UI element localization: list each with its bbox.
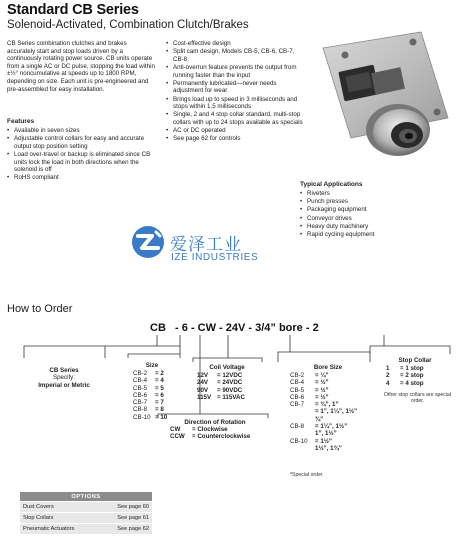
feature-item: • Load over-travel or backup is eliminated since CB units lock the load in both directions when the solenoid is off bbox=[7, 151, 155, 174]
stop-code: 2 bbox=[386, 372, 390, 380]
cb-series-specify: Specify: bbox=[52, 374, 75, 382]
bore-model: CB-8 bbox=[290, 423, 305, 431]
bore-value: 1½”, 1¾” bbox=[315, 444, 342, 452]
direction-value: = Clockwise bbox=[192, 426, 228, 433]
direction-row bbox=[170, 426, 280, 433]
bore-value: = ½” bbox=[315, 393, 329, 401]
coil-row bbox=[197, 379, 267, 386]
bore-row bbox=[290, 372, 370, 379]
size-code: = 5 bbox=[155, 384, 164, 392]
feature-item: • AC or DC operated bbox=[166, 127, 306, 135]
size-code: = 8 bbox=[155, 406, 164, 414]
cb-series-heading: CB Series bbox=[49, 367, 79, 374]
coil-row bbox=[197, 372, 267, 379]
feature-item: • Permanently lubricated—never needs adjustment for wear bbox=[166, 80, 306, 95]
features-heading: Features bbox=[7, 118, 35, 125]
bore-model bbox=[290, 445, 315, 452]
bore-value: = ¼” bbox=[315, 372, 329, 379]
direction-value: = Counterclockwise bbox=[192, 433, 251, 441]
watermark-chinese: 爱泽工业 bbox=[170, 235, 242, 254]
feature-item: • Adjustable control collars for easy and accurate output stop position setting bbox=[7, 135, 155, 150]
bore-model: CB-7 bbox=[290, 401, 305, 409]
coil-voltage-heading: Coil Voltage bbox=[209, 364, 245, 371]
bore-row bbox=[290, 416, 370, 423]
coil-voltage-list bbox=[197, 372, 267, 401]
application-item: • Conveyor drives bbox=[300, 215, 450, 223]
bore-value: = ½” bbox=[315, 386, 329, 394]
size-code: = 10 bbox=[155, 413, 168, 421]
stop-collar-note: Other stop collars are special order. bbox=[383, 392, 452, 405]
options-heading: OPTIONS bbox=[20, 492, 152, 502]
product-photo bbox=[303, 30, 453, 175]
coil-code: 115V bbox=[197, 393, 212, 401]
size-row bbox=[133, 392, 183, 399]
cb-series-label bbox=[14, 367, 114, 389]
size-model: CB-10 bbox=[133, 413, 151, 421]
coil-row bbox=[197, 394, 267, 401]
stop-value: = 4 stop bbox=[400, 379, 424, 387]
size-model: CB-4 bbox=[133, 377, 148, 385]
stop-value: = 2 stop bbox=[400, 372, 424, 380]
bore-row bbox=[290, 430, 370, 437]
feature-item: • Single, 2 and 4 stop collar standard, multi-stop collars with up to 24 stops available as specials bbox=[166, 111, 306, 126]
coil-row bbox=[197, 387, 267, 394]
application-item: • Riveters bbox=[300, 190, 450, 198]
features-list-left bbox=[7, 127, 155, 183]
size-row bbox=[133, 377, 183, 384]
option-page-ref: See page 62 bbox=[100, 524, 152, 535]
applications-heading: Typical Applications bbox=[300, 181, 363, 188]
bore-model bbox=[290, 430, 315, 437]
bore-value: = ½” bbox=[315, 379, 329, 387]
direction-list bbox=[170, 426, 280, 441]
feature-item: • RoHS compliant bbox=[7, 174, 155, 182]
how-to-order-heading: How to Order bbox=[7, 303, 73, 315]
bore-model: CB-4 bbox=[290, 379, 305, 387]
bore-value: 1”, 1½” bbox=[315, 430, 337, 438]
size-model: CB-8 bbox=[133, 406, 148, 414]
page-subtitle: Solenoid-Activated, Combination Clutch/Brakes bbox=[7, 19, 249, 31]
option-page-ref: See page 61 bbox=[100, 513, 152, 524]
bore-model: CB-5 bbox=[290, 386, 305, 394]
bore-value: = 1¼”, 1½” bbox=[315, 423, 348, 431]
bore-model: CB-2 bbox=[290, 372, 305, 379]
direction-code: CCW bbox=[170, 433, 185, 441]
coil-value: = 12VDC bbox=[217, 372, 243, 379]
application-item: • Heavy duty machinery bbox=[300, 223, 450, 231]
size-row bbox=[133, 406, 183, 413]
feature-item: • Brings load up to speed in 3 milliseconds and stops within 1.5 milliseconds bbox=[166, 96, 306, 111]
stop-row bbox=[386, 372, 456, 379]
application-item: • Rapid cycling equipment bbox=[300, 231, 450, 239]
size-code: = 6 bbox=[155, 391, 164, 399]
bore-row bbox=[290, 387, 370, 394]
stop-row bbox=[386, 365, 456, 372]
stop-collar-heading: Stop Collar bbox=[398, 357, 432, 364]
bore-value: ¾” bbox=[315, 415, 324, 423]
bore-special-note: *Special order bbox=[290, 472, 323, 478]
feature-item: • Split cam design, Models CB-5, CB-6, CB-7, CB-8 bbox=[166, 48, 306, 63]
bore-value: = ¾”, 1” bbox=[315, 401, 339, 409]
stop-collar-list bbox=[386, 365, 456, 387]
option-name: Pneumatic Actuators bbox=[20, 524, 100, 535]
coil-code: 12V bbox=[197, 372, 209, 379]
coil-value: = 115VAC bbox=[217, 393, 245, 401]
table-row bbox=[20, 502, 152, 513]
bore-value: = 1½” bbox=[315, 437, 333, 445]
option-name: Dust Covers bbox=[20, 502, 100, 513]
direction-heading: Direction of Rotation bbox=[184, 419, 246, 426]
feature-item: • See page 62 for controls bbox=[166, 135, 306, 143]
feature-item: • Available in seven sizes bbox=[7, 127, 155, 135]
bore-size-list bbox=[290, 372, 370, 452]
bore-model bbox=[290, 408, 315, 415]
bore-row bbox=[290, 408, 370, 415]
table-row bbox=[20, 513, 152, 524]
size-code: = 4 bbox=[155, 377, 164, 385]
size-row bbox=[133, 399, 183, 406]
options-table bbox=[20, 492, 152, 534]
stop-row bbox=[386, 380, 456, 387]
application-item: • Punch presses bbox=[300, 198, 450, 206]
size-list bbox=[133, 370, 183, 421]
applications-list bbox=[300, 190, 450, 239]
bore-row bbox=[290, 445, 370, 452]
bore-row bbox=[290, 379, 370, 386]
coil-value: = 90VDC bbox=[217, 386, 243, 394]
bore-size-heading: Bore Size bbox=[313, 364, 343, 371]
intro-paragraph: CB Series combination clutches and brakes accurately start and stop loads driven by a continuously rotating power source. CB units operate from a single AC or DC pulse, stopping the load within ±½° noncumulative at speeds up to 1800 RPM, depending on size. Each unit is pre-engineered and pre-assembled for easy installation. bbox=[7, 40, 155, 93]
bore-value: = 1”, 1¼”, 1½” bbox=[315, 408, 358, 416]
direction-row bbox=[170, 433, 280, 440]
size-code: = 7 bbox=[155, 399, 164, 407]
bore-row bbox=[290, 423, 370, 430]
size-code: = 2 bbox=[155, 370, 164, 377]
size-row bbox=[133, 370, 183, 377]
bore-model: CB-10 bbox=[290, 437, 308, 445]
application-item: • Packaging equipment bbox=[300, 206, 450, 214]
direction-code: CW bbox=[170, 426, 181, 433]
option-name: Stop Collars bbox=[20, 513, 100, 524]
page-title: Standard CB Series bbox=[7, 2, 139, 18]
size-model: CB-2 bbox=[133, 370, 148, 377]
coil-code: 24V bbox=[197, 379, 209, 387]
bore-row bbox=[290, 401, 370, 408]
bore-model: CB-6 bbox=[290, 393, 305, 401]
feature-item: • Anti-overrun feature prevents the output from running faster than the input bbox=[166, 64, 306, 79]
stop-code: 4 bbox=[386, 379, 390, 387]
coil-value: = 24VDC bbox=[217, 379, 243, 387]
watermark-english: IZE INDUSTRIES bbox=[171, 252, 259, 263]
stop-value: = 1 stop bbox=[400, 365, 424, 372]
bore-row bbox=[290, 394, 370, 401]
bore-model bbox=[290, 416, 315, 423]
watermark-logo-icon bbox=[130, 224, 166, 260]
cb-series-options: Imperial or Metric bbox=[38, 381, 90, 389]
size-heading: Size bbox=[145, 362, 159, 369]
size-model: CB-6 bbox=[133, 391, 148, 399]
order-code-example: CB - 6 - CW - 24V - 3/4” bore - 2 bbox=[150, 322, 319, 334]
size-model: CB-7 bbox=[133, 399, 148, 407]
features-list-right bbox=[166, 40, 306, 143]
size-row bbox=[133, 385, 183, 392]
option-page-ref: See page 60 bbox=[100, 502, 152, 513]
stop-code: 1 bbox=[386, 365, 390, 372]
bore-row bbox=[290, 438, 370, 445]
size-model: CB-5 bbox=[133, 384, 148, 392]
table-row bbox=[20, 524, 152, 535]
feature-item: • Cost-effective design bbox=[166, 40, 306, 48]
coil-code: 90V bbox=[197, 386, 209, 394]
